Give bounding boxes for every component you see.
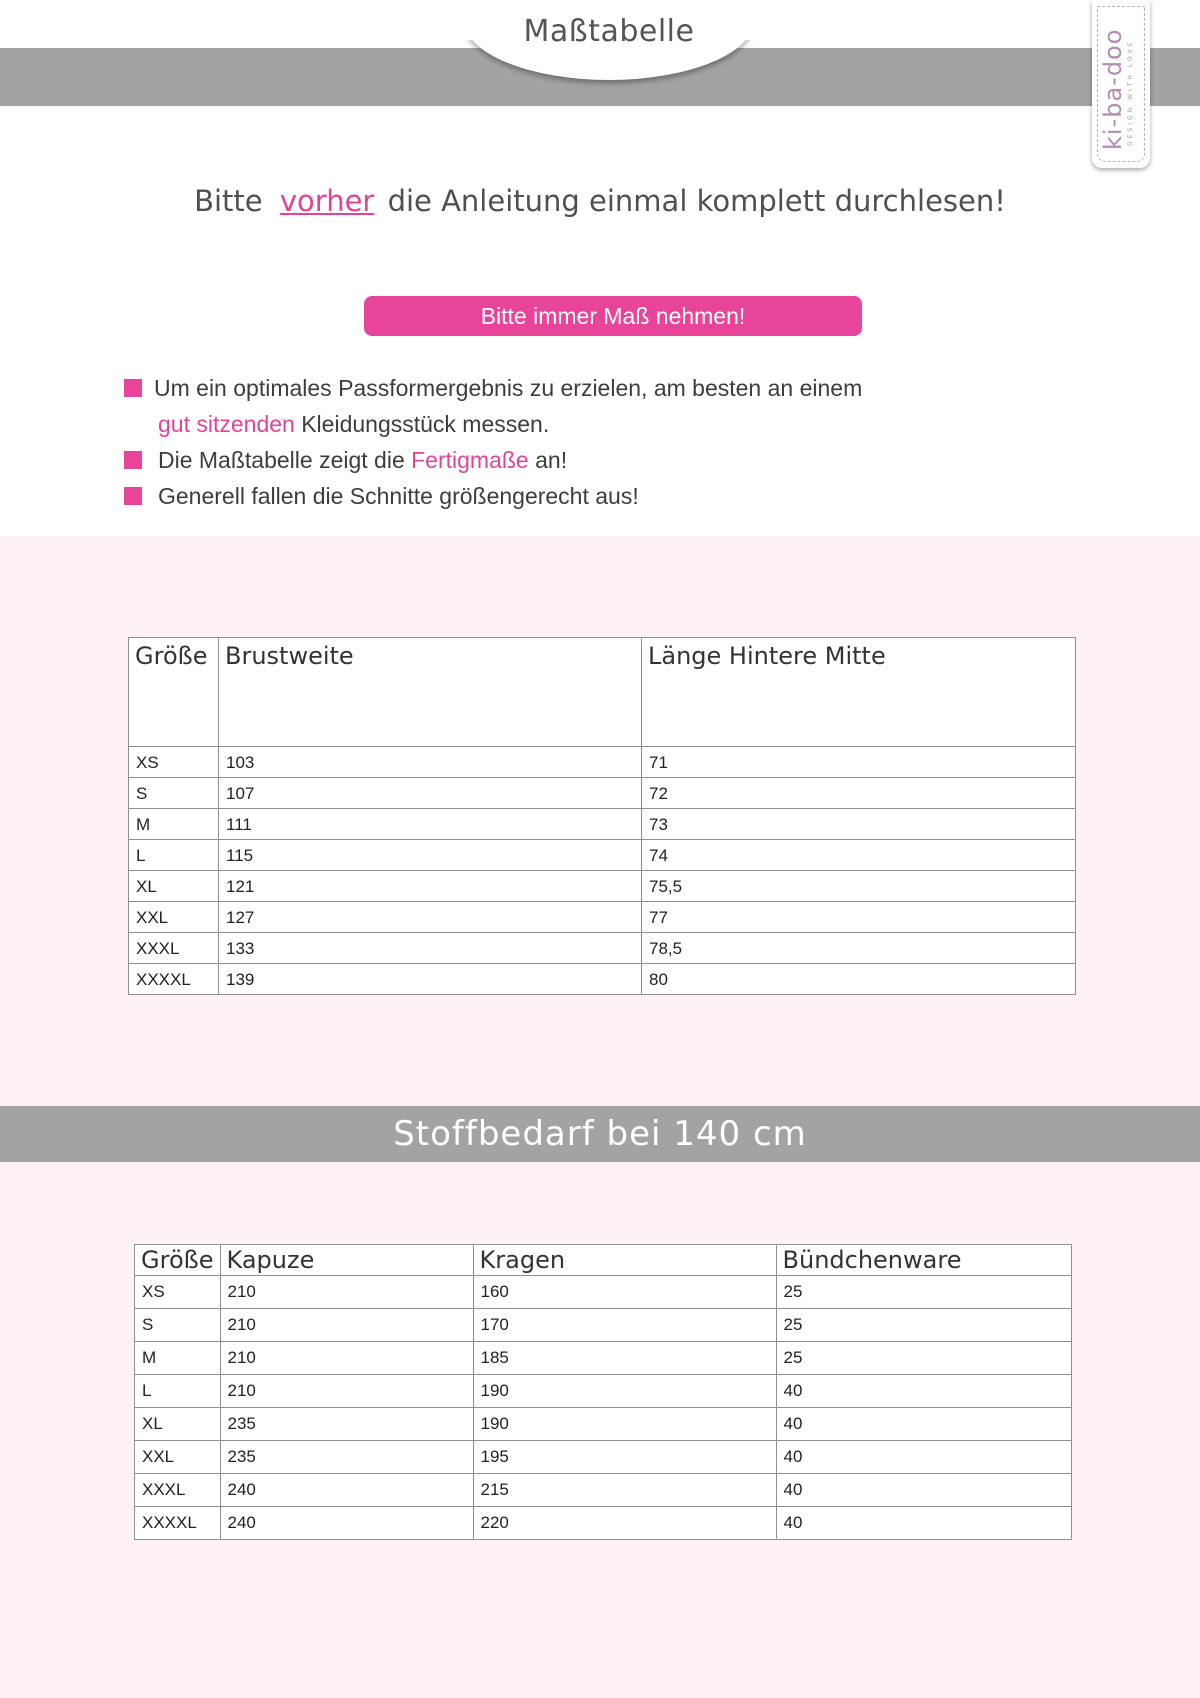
table-cell: XXL (135, 1441, 221, 1474)
table-cell: 75,5 (642, 871, 1076, 902)
intro-highlight: vorher (279, 184, 375, 218)
table-row (129, 778, 1076, 809)
table-cell: M (135, 1342, 221, 1375)
table-row (129, 871, 1076, 902)
table-cell: 139 (219, 964, 642, 995)
table-header-row (135, 1245, 1072, 1276)
table-cell: S (129, 778, 219, 809)
table-cell: 74 (642, 840, 1076, 871)
table-cell: XXXXL (135, 1507, 221, 1540)
table-cell: 71 (642, 747, 1076, 778)
table-cell: XS (129, 747, 219, 778)
bullet-item (124, 370, 1024, 406)
bullet-highlight: gut sitzenden (158, 411, 295, 437)
table-cell: 235 (220, 1441, 473, 1474)
table-row (129, 809, 1076, 840)
column-header-hood: Kapuze (220, 1245, 473, 1276)
table-cell: XXL (129, 902, 219, 933)
table-cell: XL (129, 871, 219, 902)
bullet-item (124, 478, 1024, 514)
table-cell: L (135, 1375, 221, 1408)
table-cell: 235 (220, 1408, 473, 1441)
size-table (128, 637, 1076, 995)
table-cell: 40 (776, 1375, 1071, 1408)
pink-square-icon (124, 379, 142, 397)
table-cell: 210 (220, 1309, 473, 1342)
table-row (135, 1441, 1072, 1474)
table-row (135, 1474, 1072, 1507)
table-cell: M (129, 809, 219, 840)
table-row (135, 1408, 1072, 1441)
table-cell: 111 (219, 809, 642, 840)
column-header-ribbing: Bündchenware (776, 1245, 1071, 1276)
table-row (129, 902, 1076, 933)
table-cell: 170 (473, 1309, 776, 1342)
bullet-text: Die Maßtabelle zeigt die Fertigmaße an! (158, 447, 568, 473)
table-row (135, 1342, 1072, 1375)
bullet-item-continuation (124, 406, 1024, 442)
bullet-text: Um ein optimales Passformergebnis zu erzielen, am besten an einem (154, 375, 863, 401)
column-header-size: Größe (129, 638, 219, 747)
table-cell: 115 (219, 840, 642, 871)
column-header-chest: Brustweite (219, 638, 642, 747)
table-cell: 25 (776, 1276, 1071, 1309)
table-cell: 80 (642, 964, 1076, 995)
column-header-back-length: Länge Hintere Mitte (642, 638, 1076, 747)
table-row (129, 747, 1076, 778)
table-cell: 72 (642, 778, 1076, 809)
table-cell: 40 (776, 1474, 1071, 1507)
table-cell: 220 (473, 1507, 776, 1540)
table-cell: L (129, 840, 219, 871)
page-title: Maßtabelle (523, 14, 695, 49)
table-header-row (129, 638, 1076, 747)
table-row (135, 1507, 1072, 1540)
table-row (135, 1309, 1072, 1342)
table-cell: 210 (220, 1375, 473, 1408)
table-cell: 240 (220, 1507, 473, 1540)
brand-logo-tag (1092, 0, 1150, 168)
table-cell: 25 (776, 1309, 1071, 1342)
measure-notice-banner: Bitte immer Maß nehmen! (364, 296, 862, 336)
table-cell: 25 (776, 1342, 1071, 1375)
size-table-body (129, 747, 1076, 995)
intro-before: Bitte (194, 184, 263, 218)
table-cell: XXXXL (129, 964, 219, 995)
bullet-item (124, 442, 1024, 478)
pink-square-icon (124, 451, 142, 469)
bullet-list (124, 370, 1024, 514)
table-cell: 160 (473, 1276, 776, 1309)
table-cell: 73 (642, 809, 1076, 840)
table-cell: XL (135, 1408, 221, 1441)
table-cell: XXXL (129, 933, 219, 964)
table-cell: 240 (220, 1474, 473, 1507)
table-cell: XS (135, 1276, 221, 1309)
table-cell: 78,5 (642, 933, 1076, 964)
fabric-table-body (135, 1276, 1072, 1540)
table-cell: 133 (219, 933, 642, 964)
fabric-section-title: Stoffbedarf bei 140 cm (0, 1106, 1200, 1162)
table-cell: 127 (219, 902, 642, 933)
table-cell: 215 (473, 1474, 776, 1507)
table-row (129, 964, 1076, 995)
intro-after: die Anleitung einmal komplett durchlesen! (387, 184, 1006, 218)
bullet-highlight: Fertigmaße (411, 447, 529, 473)
table-cell: 190 (473, 1408, 776, 1441)
table-cell: XXXL (135, 1474, 221, 1507)
column-header-collar: Kragen (473, 1245, 776, 1276)
pink-square-icon (124, 487, 142, 505)
table-cell: 195 (473, 1441, 776, 1474)
brand-logo-subtitle: DESIGN WITH LOVE (1127, 39, 1134, 146)
intro-instruction (0, 184, 1200, 218)
table-cell: 103 (219, 747, 642, 778)
table-cell: 185 (473, 1342, 776, 1375)
table-cell: 40 (776, 1507, 1071, 1540)
table-cell: 190 (473, 1375, 776, 1408)
table-row (129, 840, 1076, 871)
table-row (129, 933, 1076, 964)
table-cell: 210 (220, 1276, 473, 1309)
table-cell: 210 (220, 1342, 473, 1375)
column-header-size: Größe (135, 1245, 221, 1276)
table-cell: 121 (219, 871, 642, 902)
brand-logo: ki-ba-doo (1099, 28, 1127, 150)
table-cell: 77 (642, 902, 1076, 933)
table-cell: 40 (776, 1408, 1071, 1441)
table-cell: S (135, 1309, 221, 1342)
table-cell: 40 (776, 1441, 1071, 1474)
table-row (135, 1375, 1072, 1408)
table-cell: 107 (219, 778, 642, 809)
fabric-table (134, 1244, 1072, 1540)
bullet-text: Generell fallen die Schnitte größengerecht aus! (158, 483, 639, 509)
table-row (135, 1276, 1072, 1309)
bullet-text: gut sitzenden Kleidungsstück messen. (158, 411, 550, 437)
